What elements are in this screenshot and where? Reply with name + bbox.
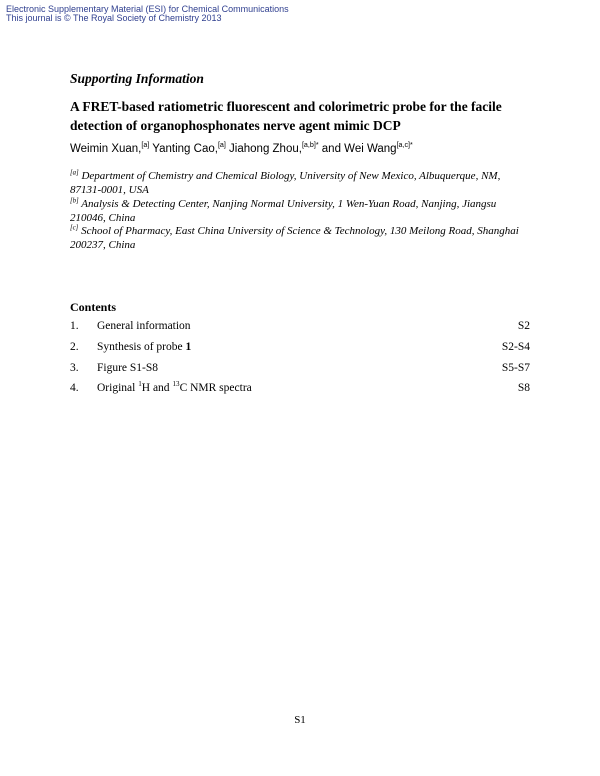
affiliation-c xyxy=(70,225,520,252)
contents-item-label: Synthesis of probe 1 xyxy=(97,341,192,353)
author-list xyxy=(70,143,413,155)
author-name: Yanting Cao, xyxy=(149,143,218,155)
journal-header-line2: This journal is © The Royal Society of Chemistry 2013 xyxy=(6,13,222,23)
contents-item xyxy=(70,320,530,336)
contents-item-label: General information xyxy=(97,320,191,332)
paper-title: A FRET-based ratiometric fluorescent and colorimetric probe for the facile detection of organophosphonates nerve agent mimic DCP xyxy=(70,99,502,133)
contents-item-label: Original $^1$H and $^{13}$C NMR spectra xyxy=(97,380,252,394)
author-name: and Wei Wang xyxy=(318,143,397,155)
author-affil-mark: [a,c]* xyxy=(396,141,413,150)
affiliation-b xyxy=(70,198,520,225)
contents-heading: Contents xyxy=(70,300,117,314)
contents-item-number: 3. xyxy=(70,362,79,374)
contents-item-number: 1. xyxy=(70,320,79,332)
affiliation-text: Analysis & Detecting Center, Nanjing Normal University, 1 Wen-Yuan Road, Nanjing, Jiangsu 210046, China xyxy=(70,198,497,224)
author-name: Jiahong Zhou, xyxy=(225,143,302,155)
affiliation-text: School of Pharmacy, East China University of Science & Technology, 130 Meilong Road, Shanghai 200237, China xyxy=(70,225,519,251)
contents-item-number: 4. xyxy=(70,382,79,394)
author-affil-mark: [a,b]* xyxy=(301,141,319,150)
affiliation-a xyxy=(70,170,520,197)
contents-item xyxy=(70,362,530,378)
author-affil-mark: [a] xyxy=(217,141,226,150)
journal-header-line1: Electronic Supplementary Material (ESI) for Chemical Communications xyxy=(6,4,289,14)
author-name: Weimin Xuan, xyxy=(70,143,142,155)
affiliation-mark: [b] xyxy=(70,197,79,205)
supporting-info-heading: Supporting Information xyxy=(70,71,204,86)
contents-item-page: S2-S4 xyxy=(501,341,530,353)
contents-item-label: Figure S1-S8 xyxy=(97,362,159,374)
contents-item-number: 2. xyxy=(70,341,79,353)
author-affil-mark: [a] xyxy=(141,141,150,150)
contents-item-page: S5-S7 xyxy=(501,362,530,374)
page-number: S1 xyxy=(294,714,306,726)
probe-number: 1 xyxy=(185,341,192,353)
affiliation-mark: [a] xyxy=(70,169,79,177)
contents-item xyxy=(70,382,530,398)
contents-item-page: S2 xyxy=(517,320,530,332)
contents-item-page: S8 xyxy=(517,382,530,394)
affiliation-text: Department of Chemistry and Chemical Biology, University of New Mexico, Albuquerque, NM, 87131-0001, USA xyxy=(70,170,501,196)
affiliation-mark: [c] xyxy=(70,224,79,232)
contents-item xyxy=(70,341,530,357)
